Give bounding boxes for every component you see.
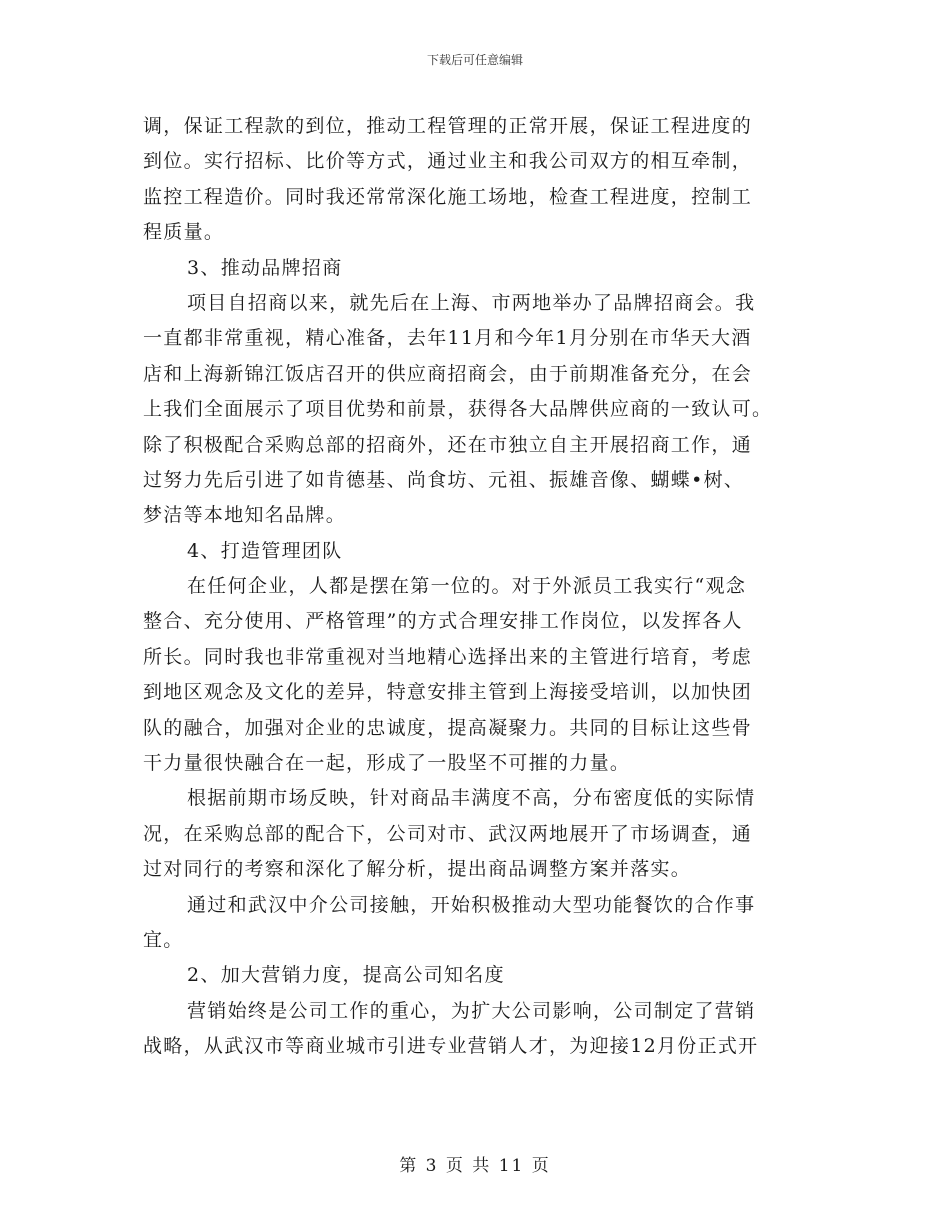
body-line: 营销始终是公司工作的重心，为扩大公司影响，公司制定了营销 xyxy=(187,999,756,1022)
body-line: 梦洁等本地知名品牌。 xyxy=(143,504,347,527)
body-line: 程质量。 xyxy=(143,221,225,244)
section-heading: 2、加大营销力度，提高公司知名度 xyxy=(187,964,505,987)
body-line: 到位。实行招标、比价等方式，通过业主和我公司双方的相互牵制， xyxy=(143,150,753,173)
body-line: 店和上海新锦江饭店召开的供应商招商会，由于前期准备充分，在会 xyxy=(143,362,753,385)
body-line: 监控工程造价。同时我还常常深化施工场地，检查工程进度，控制工 xyxy=(143,185,753,208)
body-line: 到地区观念及文化的差异，特意安排主管到上海接受培训，以加快团 xyxy=(143,681,753,704)
body-line: 过努力先后引进了如肯德基、尚食坊、元祖、振雄音像、蝴蝶•树、 xyxy=(143,468,745,491)
body-line: 在任何企业，人都是摆在第一位的。对于外派员工我实行“观念 xyxy=(187,575,747,598)
document-body xyxy=(143,109,809,1065)
body-line: 一直都非常重视，精心准备，去年11月和今年1月分别在市华天大酒 xyxy=(143,327,752,350)
body-line: 战略，从武汉市等商业城市引进专业营销人才，为迎接12月份正式开 xyxy=(143,1035,759,1058)
body-line: 干力量很快融合在一起，形成了一股坚不可摧的力量。 xyxy=(143,752,631,775)
body-line: 上我们全面展示了项目优势和前景，获得各大品牌供应商的一致认可。 xyxy=(143,398,773,421)
body-line: 除了积极配合采购总部的招商外，还在市独立自主开展招商工作，通 xyxy=(143,433,753,456)
body-line: 根据前期市场反映，针对商品丰满度不高，分布密度低的实际情 xyxy=(187,787,756,810)
page-footer: 第 3 页 共 11 页 xyxy=(399,1156,551,1176)
section-heading: 4、打造管理团队 xyxy=(187,539,343,562)
body-line: 所长。同时我也非常重视对当地精心选择出来的主管进行培育，考虑 xyxy=(143,645,753,668)
body-line: 宜。 xyxy=(143,928,184,951)
page-header: 下载后可任意编辑 xyxy=(426,53,523,67)
body-line: 通过和武汉中介公司接触，开始积极推动大型功能餐饮的合作事 xyxy=(187,893,756,916)
body-line: 过对同行的考察和深化了解分析，提出商品调整方案并落实。 xyxy=(143,858,692,881)
body-line: 况，在采购总部的配合下，公司对市、武汉两地展开了市场调查，通 xyxy=(143,822,753,845)
body-line: 整合、充分使用、严格管理”的方式合理安排工作岗位，以发挥各人 xyxy=(143,610,743,633)
body-line: 项目自招商以来，就先后在上海、市两地举办了品牌招商会。我 xyxy=(187,291,756,314)
section-heading: 3、推动品牌招商 xyxy=(187,256,343,279)
body-line: 队的融合，加强对企业的忠诚度，提高凝聚力。共同的目标让这些骨 xyxy=(143,716,753,739)
body-line: 调，保证工程款的到位，推动工程管理的正常开展，保证工程进度的 xyxy=(143,115,753,137)
